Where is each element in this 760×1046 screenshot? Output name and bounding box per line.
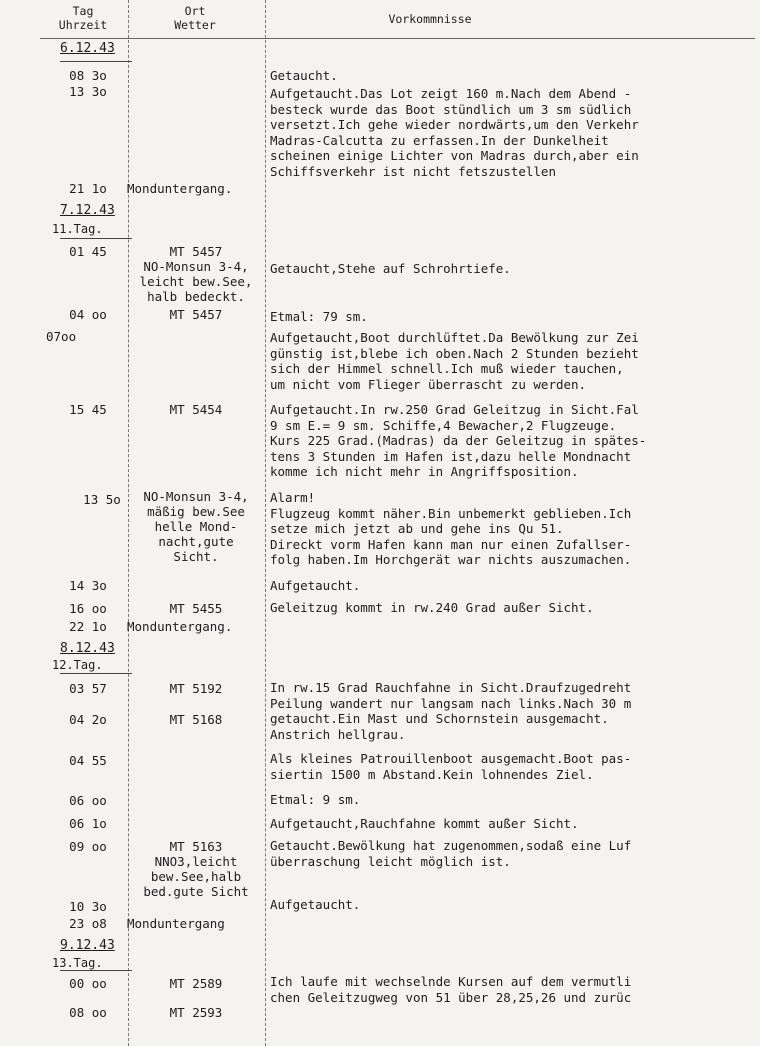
- date-heading: 8.12.43: [60, 641, 115, 656]
- entry-ort: MT 5163 NNO3,leicht bew.See,halb bed.gute Sicht: [143, 839, 249, 899]
- entry-time: 21 1o: [69, 181, 107, 196]
- entry-text: Aufgetaucht,Boot durchlüftet.Da Bewölkung zur Zei günstig ist,blebe ich oben.Nach 2 Stunden bezieht sich der Himmel schnell.Ich muß wieder tauchen, um nicht vom Flieger überrascht zu werden.: [270, 330, 639, 392]
- entry-text: Aufgetaucht,Rauchfahne kommt außer Sicht.: [270, 816, 579, 831]
- entry-ort: Monduntergang: [127, 916, 225, 931]
- entry-time: 04 55: [69, 753, 107, 768]
- entry-time: 08 3o: [69, 68, 107, 83]
- entry-text: Geleitzug kommt in rw.240 Grad außer Sicht.: [270, 600, 594, 615]
- header-ort-wetter: Ort Wetter: [174, 4, 216, 32]
- entry-time: 13 5o: [83, 492, 121, 507]
- entry-text: Aufgetaucht.In rw.250 Grad Geleitzug in Sicht.Fal 9 sm E.= 9 sm. Schiffe,4 Bewacher,2 Flugzeuge. Kurs 225 Grad.(Madras) da der Geleitzug in spätes- tens 3 Stunden im Hafen ist,dazu helle Mondnacht komme ich nicht mehr in Angriffsposition.: [270, 402, 647, 479]
- entry-ort: MT 5454: [169, 402, 223, 417]
- entry-ort: MT 5457: [169, 307, 223, 322]
- entry-text: Etmal: 79 sm.: [270, 309, 368, 324]
- date-heading: 7.12.43: [60, 203, 115, 218]
- entry-text: Aufgetaucht.Das Lot zeigt 160 m.Nach dem Abend - besteck wurde das Boot stündlich um 3 sm südlich versetzt.Ich gehe wieder nordwärts,um den Verkehr Madras-Calcutta zu erfassen.In der Dunkelheit scheinen einige Lichter von Madras durch,aber ein Schiffsverkehr ist nicht fetszustellen: [270, 86, 639, 179]
- entry-time: 00 oo: [69, 976, 107, 991]
- entry-ort: Monduntergang.: [127, 619, 233, 634]
- entry-time: 13 3o: [69, 84, 107, 99]
- entry-text: Etmal: 9 sm.: [270, 792, 361, 807]
- day-counter: 11.Tag.: [52, 222, 103, 236]
- day-counter: 13.Tag.: [52, 956, 103, 970]
- header-tag-uhrzeit: Tag Uhrzeit: [58, 4, 108, 32]
- header-rule: [40, 38, 755, 39]
- entry-time: 09 oo: [69, 839, 107, 854]
- date-rule: [60, 238, 132, 239]
- entry-ort: MT 5455: [169, 601, 223, 616]
- entry-time: 03 57: [69, 681, 107, 696]
- entry-time: 08 oo: [69, 1005, 107, 1020]
- date-heading: 9.12.43: [60, 938, 115, 953]
- entry-text: Aufgetaucht.: [270, 578, 361, 593]
- entry-time: 06 oo: [69, 793, 107, 808]
- date-rule: [60, 970, 132, 971]
- header-vorkommnisse: Vorkommnisse: [388, 12, 472, 26]
- date-heading: 6.12.43: [60, 41, 115, 56]
- entry-time: 22 1o: [69, 619, 107, 634]
- entry-text: In rw.15 Grad Rauchfahne in Sicht.Draufzugedreht Peilung wandert nur langsam nach links.Nach 30 m getaucht.Ein Mast und Schornstein ausgemacht. Anstrich hellgrau.: [270, 680, 632, 742]
- entry-text: Alarm! Flugzeug kommt näher.Bin unbemerkt geblieben.Ich setze mich jetzt ab und gehe ins Qu 51. Direckt vorm Hafen kann man nur einen Zufallser- folg haben.Im Horchgerät war nichts auszumachen.: [270, 490, 632, 567]
- entry-text: Getaucht.: [270, 68, 338, 83]
- entry-time: 23 o8: [69, 916, 107, 931]
- day-counter: 12.Tag.: [52, 658, 103, 672]
- entry-text: Ich laufe mit wechselnde Kursen auf dem vermutli chen Geleitzugweg von 51 über 28,25,26 und zurüc: [270, 974, 632, 1005]
- date-rule: [60, 61, 132, 62]
- entry-ort: NO-Monsun 3-4, mäßig bew.See helle Mond- nacht,gute Sicht.: [143, 489, 249, 564]
- entry-ort: MT 5457 NO-Monsun 3-4, leicht bew.See, halb bedeckt.: [139, 244, 253, 304]
- entry-text: Getaucht,Stehe auf Schrohrtiefe.: [270, 261, 511, 276]
- entry-time: 04 2o: [69, 712, 107, 727]
- entry-time: 10 3o: [69, 899, 107, 914]
- entry-ort: MT 5192: [169, 681, 223, 696]
- entry-ort: MT 5168: [169, 712, 223, 727]
- entry-time: 07oo: [46, 329, 77, 344]
- entry-time: 16 oo: [69, 601, 107, 616]
- entry-time: 15 45: [69, 402, 107, 417]
- entry-text: Aufgetaucht.: [270, 897, 361, 912]
- entry-text: Getaucht.Bewölkung hat zugenommen,sodaß eine Luf überraschung leicht möglich ist.: [270, 838, 632, 869]
- entry-ort: Monduntergang.: [127, 181, 233, 196]
- column-divider-ort: [265, 0, 266, 1046]
- entry-text: Als kleines Patrouillenboot ausgemacht.Boot pas- siertin 1500 m Abstand.Kein lohnendes Ziel.: [270, 751, 632, 782]
- entry-time: 06 1o: [69, 816, 107, 831]
- entry-time: 14 3o: [69, 578, 107, 593]
- entry-ort: MT 2593: [169, 1005, 223, 1020]
- entry-ort: MT 2589: [169, 976, 223, 991]
- entry-time: 01 45: [69, 244, 107, 259]
- entry-time: 04 oo: [69, 307, 107, 322]
- date-rule: [60, 673, 132, 674]
